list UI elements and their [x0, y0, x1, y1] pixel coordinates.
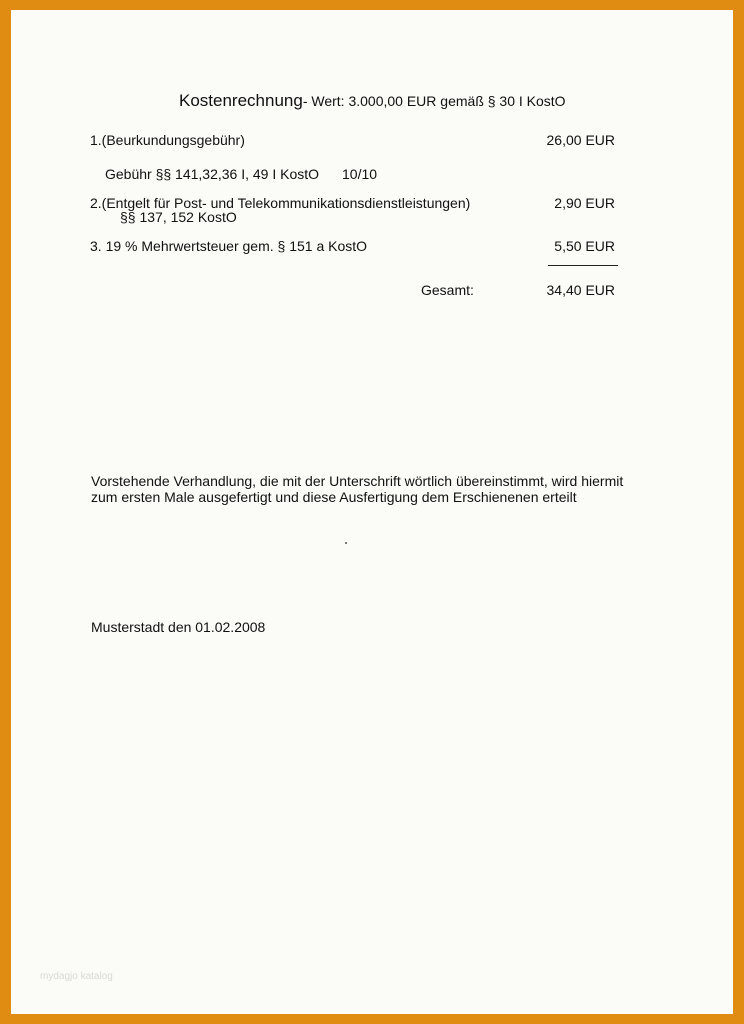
sum-divider: [548, 265, 618, 266]
item-1-label: 1.(Beurkundungsgebühr): [90, 132, 245, 148]
place-date: Musterstadt den 01.02.2008: [91, 619, 266, 635]
watermark: mydagjo katalog: [40, 971, 113, 982]
item-2-detail: §§ 137, 152 KostO: [120, 209, 237, 225]
item-1-rate: 10/10: [342, 166, 378, 182]
total-amount: 34,40 EUR: [546, 282, 615, 298]
item-3-label: 3. 19 % Mehrwertsteuer gem. § 151 a KostO: [90, 238, 368, 254]
item-1-amount: 26,00 EUR: [546, 132, 615, 148]
item-2-label: 2.(Entgelt für Post- und Telekommunikationsdienstleistungen): [90, 195, 471, 211]
title-text: Kostenrechnung: [179, 91, 303, 110]
total-label: Gesamt:: [421, 282, 474, 298]
document-title: [179, 91, 566, 111]
signature-mark: [345, 542, 347, 544]
title-subtitle: - Wert: 3.000,00 EUR gemäß § 30 I KostO: [302, 93, 566, 109]
item-1-detail: Gebühr §§ 141,32,36 I, 49 I KostO: [105, 166, 320, 182]
document-page: [11, 10, 733, 1014]
statement-line-1: Vorstehende Verhandlung, die mit der Unterschrift wörtlich übereinstimmt, wird hiermit: [91, 473, 624, 489]
item-2-amount: 2,90 EUR: [554, 195, 615, 211]
item-3-amount: 5,50 EUR: [554, 238, 615, 254]
statement-line-2: zum ersten Male ausgefertigt und diese Ausfertigung dem Erschienenen erteilt: [91, 489, 577, 505]
